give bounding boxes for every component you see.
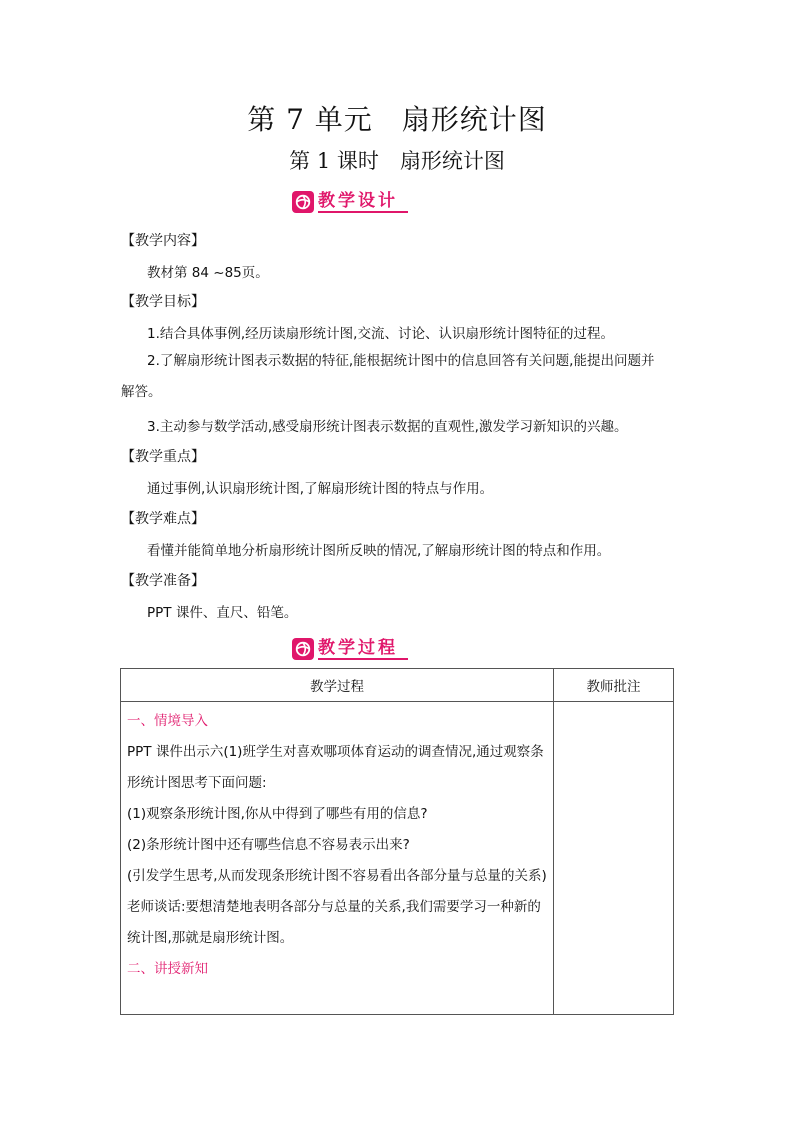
prep-heading: 【教学准备】 — [121, 573, 205, 589]
goal-2: 2.了解扇形统计图表示数据的特征,能根据统计图中的信息回答有关问题,能提出问题并解答。 — [121, 353, 655, 400]
header-process: 教学过程 — [121, 669, 554, 702]
section-heading-new-knowledge: 二、讲授新知 — [127, 961, 208, 977]
swirl-logo-icon — [292, 638, 314, 660]
key-heading: 【教学重点】 — [121, 449, 205, 465]
process-cell — [121, 702, 554, 1015]
page-title: 第 7 单元 扇形统计图 — [247, 103, 547, 136]
goal-1: 1.结合具体事例,经历读扇形统计图,交流、讨论、认识扇形统计图特征的过程。 — [147, 326, 614, 342]
lesson-subtitle: 第 1 课时 扇形统计图 — [289, 149, 505, 173]
prep-text: PPT 课件、直尺、铅笔。 — [147, 605, 298, 621]
process-line: (1)观察条形统计图,你从中得到了哪些有用的信息? — [127, 806, 428, 822]
banner-teaching-design — [292, 190, 408, 214]
goal-3: 3.主动参与数学活动,感受扇形统计图表示数据的直观性,激发学习新知识的兴趣。 — [147, 419, 628, 435]
difficulty-text: 看懂并能简单地分析扇形统计图所反映的情况,了解扇形统计图的特点和作用。 — [147, 543, 611, 559]
process-line: PPT 课件出示六(1)班学生对喜欢哪项体育运动的调查情况,通过观察条形统计图思考下面问题: — [127, 744, 544, 791]
header-teacher-notes: 教师批注 — [554, 669, 674, 702]
banner-label: 教学设计 — [318, 191, 408, 213]
content-text: 教材第 84 ~85页。 — [147, 265, 269, 281]
content-heading: 【教学内容】 — [121, 233, 205, 249]
goals-heading: 【教学目标】 — [121, 294, 205, 310]
swirl-logo-icon — [292, 191, 314, 213]
section-heading-intro: 一、情境导入 — [127, 713, 208, 729]
notes-cell — [554, 702, 674, 1015]
process-line: (2)条形统计图中还有哪些信息不容易表示出来? — [127, 837, 410, 853]
process-table — [120, 668, 674, 1015]
process-line: (引发学生思考,从而发现条形统计图不容易看出各部分量与总量的关系) — [127, 868, 547, 884]
banner-label: 教学过程 — [318, 638, 408, 660]
key-text: 通过事例,认识扇形统计图,了解扇形统计图的特点与作用。 — [147, 481, 494, 497]
table-row — [121, 702, 674, 1015]
process-line: 老师谈话:要想清楚地表明各部分与总量的关系,我们需要学习一种新的统计图,那就是扇形统计图。 — [127, 899, 541, 946]
difficulty-heading: 【教学难点】 — [121, 511, 205, 527]
banner-teaching-process — [292, 637, 408, 661]
table-header-row — [121, 669, 674, 702]
